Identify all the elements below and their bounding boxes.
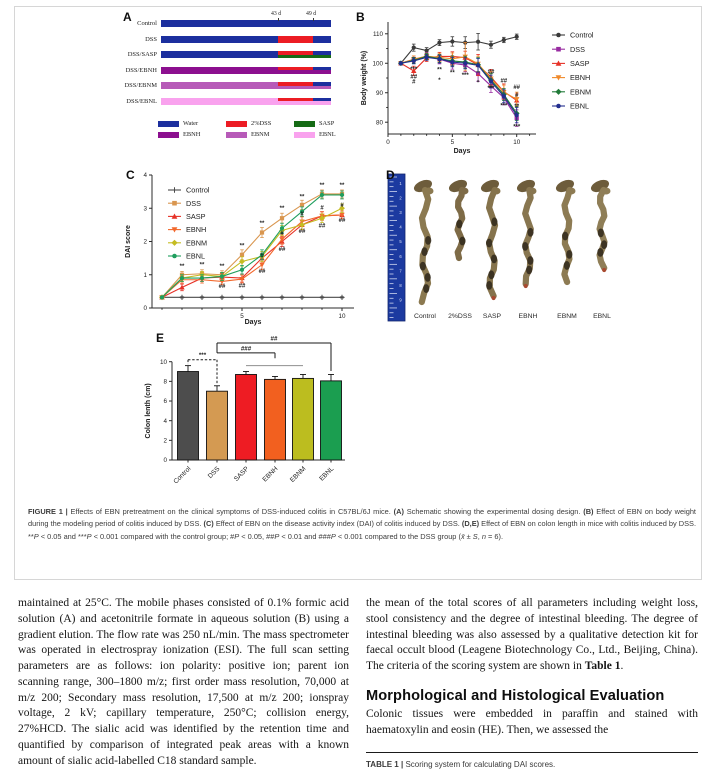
y-tick-label: 6 [163,398,167,406]
dosing-segment [278,55,331,59]
data-marker [555,89,561,95]
series-control [159,295,344,300]
significance-annotation: * [476,80,480,87]
significance-annotation: ** [299,194,305,201]
dosing-row-label: DSS/EBNH [125,66,157,74]
data-marker [172,201,177,206]
text-segment: . [620,660,624,672]
dosing-segment [161,67,278,74]
text-segment: < 0.01 and ### [279,531,331,541]
dosing-bar [161,11,331,27]
x-axis-label: Days [453,148,471,155]
y-tick-label: 0 [143,305,147,313]
dosing-bar [161,67,331,74]
data-marker [199,295,204,300]
ruler-number: 6 [399,253,402,259]
scoring-paragraph [366,596,698,675]
data-marker [425,48,429,52]
dosing-segment [161,36,278,43]
bar-ebnl [321,374,342,462]
text-segment: P [234,531,240,541]
legend-label: DSS [186,198,202,208]
legend-item-ebnm [168,238,207,247]
text-segment: Effect of EBN on colon length in mice with colitis induced by DSS. ** [28,519,696,541]
panel-b-label: B [356,10,365,24]
panel-e-label: E [156,331,165,345]
significance-annotation: ## [278,246,286,253]
data-marker [180,276,184,280]
legend-item-sasp [168,212,206,221]
dosing-segment [161,20,278,27]
significance-annotation: ** [514,104,520,111]
ruler-number: 7 [399,268,402,274]
data-marker [172,254,177,259]
table-rule [366,752,698,753]
data-marker [437,41,441,45]
significance-annotation: ## [270,335,278,343]
legend-swatch [226,121,247,127]
text-segment: P [33,531,39,541]
panel-d-label: D [386,168,395,182]
x-tick-label: 0 [386,139,390,146]
legend-item-ebnh [158,131,226,138]
significance-annotation: # [515,92,519,99]
text-segment: < 0.05, ## [239,531,275,541]
significance-annotation: ** [179,264,185,271]
significance-annotation: *** [198,352,207,360]
legend-item-ebnm [226,131,294,138]
legend-item-sasp [552,59,590,68]
legend-item-sasp [294,120,362,127]
data-marker [240,268,244,272]
dosing-segment [278,86,331,90]
dosing-bar [161,36,331,43]
x-tick-label: DSS [206,465,222,481]
ruler [388,174,405,321]
colon-specimen-ebnh [515,178,537,289]
legend-label: Water [183,120,199,127]
legend-item-control [552,31,594,40]
dosing-bar [161,82,331,89]
text-segment: FIGURE 1 | [28,507,71,517]
bar-ebnm [293,374,314,462]
dosing-segment [313,20,331,27]
legend-label: EBNH [183,131,201,138]
text-segment: (D,E) [461,519,480,529]
text-segment: Effect of EBN on body weight during the modeling period of colitis induced by DSS. [28,507,696,529]
dosing-row-label: DSS/EBNM [124,82,157,90]
data-marker [239,295,244,300]
legend-item-ebnl [552,102,589,111]
data-marker [556,33,561,38]
data-marker [489,43,493,47]
text-segment: Effects of EBN pretreatment on the clinical symptoms of DSS-induced colitis in C57BL/6J mice. [70,507,394,517]
text-segment: < 0.001 compared with the control group; # [91,531,235,541]
legend-item-ebnl [294,131,362,138]
text-segment: P [86,531,92,541]
data-marker [240,253,244,257]
figure-caption [28,506,696,542]
legend-item-ebnh [552,73,590,82]
data-marker [260,230,264,234]
significance-annotation: *** [500,103,508,110]
methods-paragraph: maintained at 25°C. The mobile phases consisted of 0.1% formic acid solution (A) and acetonitrile formate in aqueous solution (B) using a gradient elution. The flow rate was 250 nL/min. The mass spectrometer was operated in electrospray ionization (ESI). The full scan setting parameters are as follows: ion polarity: positive ion; parent ion scanning range, 300–1800 m/z; first order mass resolution, 70,000 at m/z 200; Secondary mass resolution, 17,500 at m/z 200; ionspray voltage, 2 kV; capillary temperature, 250°C; collision energy, 27%HCD. The sialic acid was identified by the retention time and quantified by comparison of integrated peak areas with a known amount of sialic acid-labelled C18 standard sample. [18,597,349,767]
dosing-schematic [118,11,368,138]
specimen-label: Control [414,313,436,320]
data-marker [280,216,284,220]
legend-swatch [294,121,315,127]
colon-photo [386,168,648,326]
y-tick-label: 90 [375,89,383,97]
x-tick-label: 5 [240,313,244,320]
data-marker [299,295,304,300]
colon-specimen-control [412,178,434,302]
y-tick-label: 1 [143,271,147,279]
data-marker [319,295,324,300]
data-marker [259,295,264,300]
text-segment: Schematic showing the experimental dosing design. [403,507,584,517]
text-segment: Scoring system for calculating DAI scores. [405,760,556,769]
y-tick-label: 110 [372,30,383,38]
significance-annotation: ## [218,284,226,291]
colon-specimen-ebnl [589,178,611,273]
significance-annotation: ** [199,262,205,269]
x-tick-label: EBNM [288,465,308,484]
legend-swatch [294,132,315,138]
panel-c-label: C [126,168,135,182]
bar-ebnh [265,376,286,462]
ruler-number: 1 [399,181,402,186]
significance-annotation: ** [339,182,345,189]
dai-score-chart [126,166,366,330]
significance-annotation: ## [487,69,495,76]
significance-annotation: ## [410,74,418,81]
significance-annotation: # [412,79,416,86]
dosing-row-label: DSS/EBNL [126,97,157,105]
dosing-row-dss-ebnm [118,82,368,89]
panel-a-label: A [123,10,132,24]
dosing-row-label: Control [137,20,157,27]
legend-item-water [158,120,226,127]
significance-annotation: ** [319,182,325,189]
data-marker [220,274,224,278]
text-segment: P [274,531,280,541]
dosing-bar [161,98,331,105]
data-marker [339,295,344,300]
legend-item-ebnl [168,252,205,261]
data-marker [219,295,224,300]
y-tick-label: 4 [163,417,167,425]
text-segment: x̄ ± S [460,531,478,541]
specimen-label: SASP [482,313,502,320]
significance-annotation: ## [318,223,326,230]
significance-annotation: ## [513,85,521,92]
significance-annotation: ** [219,264,225,271]
data-marker [172,187,178,193]
text-segment: Table 1 [584,660,621,672]
x-tick-label: EBNH [261,465,280,484]
ruler-number: 2 [399,195,402,201]
data-marker [515,113,519,117]
legend-item-dss [168,199,201,208]
text-segment: Effect of EBN on the disease activity index (DAI) of colitis induced by DSS. [213,519,462,529]
dosing-bar [161,51,331,58]
dosing-segment [161,51,278,58]
legend-label: EBNL [570,101,590,111]
data-marker [502,38,506,42]
data-marker [412,46,416,50]
data-marker [200,276,204,280]
legend-label: EBNL [319,131,336,138]
dosing-segment [278,70,331,74]
legend-label: EBNH [186,225,207,235]
axes [385,22,536,137]
data-marker [425,55,429,59]
significance-annotation: *** [513,124,521,131]
significance-annotation: ## [338,218,346,225]
legend-item-control [168,186,210,195]
table-1-header [366,752,698,769]
left-column [18,596,349,769]
significance-annotation: ** [259,220,265,227]
legend-label: SASP [570,59,590,68]
y-tick-label: 2 [163,437,167,445]
y-tick-label: 8 [163,378,167,386]
significance-annotation: # [300,211,304,218]
day-marker-tick [313,18,314,21]
legend-label: Control [186,185,210,195]
day-marker: 43 d [270,11,282,17]
text-segment: (B) [583,507,594,517]
data-marker [489,79,493,83]
specimen-label: EBNH [518,313,538,320]
dosing-legend [158,120,363,142]
data-marker [340,193,344,197]
legend-swatch [226,132,247,138]
series-ebnm [398,54,520,121]
right-column [366,596,698,738]
data-marker [556,47,561,52]
y-tick-label: 4 [143,172,147,180]
legend-label: SASP [186,212,206,221]
y-axis-label: DAI score [125,225,132,258]
bar-sasp [236,372,257,463]
significance-annotation: ## [238,283,246,290]
legend-item-ebnh [168,225,206,234]
legend-label: EBNM [186,238,208,248]
significance-annotation: ## [298,228,306,235]
significance-annotation: ** [279,205,285,212]
colon-specimen-sasp [479,178,501,301]
body-weight-chart [358,10,698,162]
histology-paragraph: Colonic tissues were embedded in paraffin and stained with haematoxylin and eosin (HE). Then, we assessed the [366,707,698,736]
significance-bracket [217,343,331,371]
data-marker [160,295,164,299]
data-marker [320,193,324,197]
significance-annotation: # [280,230,284,237]
chart-legend [552,31,594,111]
significance-annotation: * [438,78,441,85]
data-marker [556,104,561,109]
significance-annotation: ** [450,70,455,77]
specimen-label: 2%DSS [448,313,472,320]
data-marker [171,240,177,246]
x-tick-label: Control [172,465,193,486]
colon-specimen-ebnm [554,178,576,282]
text-segment: n [481,531,486,541]
legend-label: Control [570,30,594,40]
legend-label: 2%DSS [251,120,272,127]
x-axis-label: Days [244,319,262,326]
data-marker [300,203,304,207]
y-axis-label: Colon lenth (cm) [145,383,152,439]
legend-label: EBNL [186,251,206,261]
data-marker [279,295,284,300]
y-tick-label: 0 [163,457,167,465]
legend-item-ebnm [552,87,591,96]
text-segment: , [477,531,482,541]
x-tick-label: 5 [450,139,455,146]
ruler-number: 4 [399,224,402,230]
data-marker [476,40,480,44]
dosing-segment [278,101,331,105]
text-segment: TABLE 1 | [366,760,406,769]
dosing-segment [278,36,313,43]
ruler-number: 8 [399,282,402,288]
data-marker [399,61,403,65]
dosing-row-label: DSS [145,35,157,43]
data-marker [463,61,467,65]
dosing-segment [278,20,313,27]
legend-swatch [158,132,179,138]
data-marker [450,60,454,64]
dosing-row-dss-sasp [118,51,368,58]
y-tick-label: 100 [372,60,383,68]
data-marker [450,39,454,43]
significance-annotation: ## [258,269,266,276]
colon-specimen-2-dss [447,178,469,258]
data-marker [179,295,184,300]
text-segment: < 0.001 compared to the DSS group ( [335,531,461,541]
y-tick-label: 80 [375,119,383,127]
text-segment: (A) [393,507,404,517]
significance-annotation: ** [437,67,442,74]
colon-length-chart [132,330,362,486]
y-tick-label: 2 [143,238,147,246]
significance-annotation: *** [461,73,469,80]
significance-annotation: *** [487,85,495,92]
day-marker-tick [278,18,279,21]
significance-annotation: ## [500,78,508,85]
text-segment: = 6). [485,531,504,541]
bar-dss [207,386,228,463]
significance-annotation: *** [410,67,418,74]
dosing-row-dss-ebnh [118,67,368,74]
dosing-row-label: DSS/SASP [127,51,157,59]
legend-label: EBNH [570,73,591,83]
y-tick-label: 3 [143,205,147,213]
data-marker [280,226,284,230]
legend-label: EBNM [570,87,592,97]
dosing-segment [313,36,331,43]
legend-swatch [158,121,179,127]
chart-legend [168,186,210,261]
legend-label: DSS [570,44,586,54]
specimen-label: EBNM [557,313,577,320]
text-segment: < 0.05 and *** [38,531,87,541]
dosing-row-dss [118,36,368,43]
ruler-number: 9 [399,297,402,303]
x-tick-label: 10 [513,139,521,146]
dosing-row-dss-ebnl [118,98,368,105]
significance-annotation: # [320,205,324,212]
x-tick-label: SASP [233,465,251,483]
significance-annotation: # [260,253,264,260]
legend-item-2-dss [226,120,294,127]
significance-annotation: ### [240,345,252,353]
significance-bracket [217,353,275,358]
legend-label: SASP [319,120,335,127]
day-marker: 49 d [305,11,317,17]
significance-annotation: # [340,202,344,209]
ruler-number: 3 [399,210,402,216]
text-segment: P [330,531,336,541]
data-marker [437,57,441,61]
dosing-segment [161,82,278,89]
y-axis-label: Body weight (%) [361,50,368,106]
legend-label: EBNM [251,131,270,138]
significance-annotation: ** [239,243,245,250]
ruler-number: 5 [399,239,402,245]
y-tick-label: 10 [159,358,167,366]
legend-item-dss [552,45,585,54]
data-marker [476,63,480,67]
dosing-segment [161,98,278,105]
specimen-label: EBNL [593,313,611,320]
x-tick-label: 10 [338,313,346,320]
x-tick-label: EBNL [318,465,336,483]
bar-control [178,366,199,463]
data-marker [515,35,519,39]
data-marker [412,59,416,63]
data-marker [502,94,506,98]
text-segment: the mean of the total scores of all parameters including weight loss, stool consistency and the degree of intestinal bleeding. The degree of intestinal bleeding was also assessed by a qualitative detection kit for faecal occult blood (Leagene Biotechnology Co., Ltd., Beijing, China). The criteria of the scoring system are shown in [366,597,698,672]
table-1-caption [366,760,698,769]
dosing-row-control [118,11,368,27]
section-heading: Morphological and Histological Evaluation [366,687,665,704]
text-segment: (C) [203,519,214,529]
